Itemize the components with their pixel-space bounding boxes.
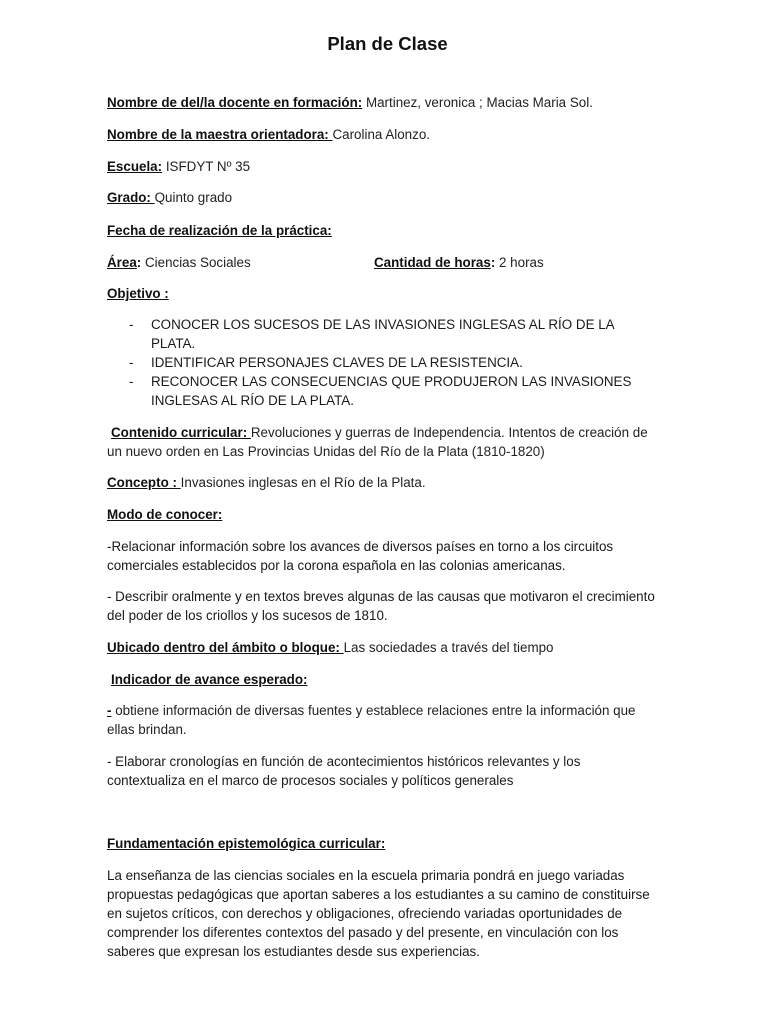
maestra-row [107,125,655,144]
fundamentacion-label: Fundamentación epistemológica curricular: [107,836,386,851]
area-colon: : [136,255,142,270]
modo-row [107,505,655,524]
ubicado-label: Ubicado dentro del ámbito o bloque: [107,640,344,655]
docente-value: Martinez, veronica ; Macias Maria Sol. [362,95,593,110]
indicador-label: Indicador de avance esperado: [111,672,308,687]
list-item [107,315,655,353]
docente-label: Nombre de del/la docente en formación: [107,95,363,110]
objetivo-row [107,284,655,303]
objetivo-list [107,315,655,410]
list-bullet: - [129,355,134,370]
docente-row [107,93,655,112]
indicador-dash: - [107,703,112,718]
indicador-paragraph-1 [107,701,655,739]
contenido-value: Revoluciones y guerras de Independencia. Intentos de creación de un nuevo orden en Las Provincias Unidas del Río de la Plata (1810-1820) [107,425,648,459]
area-label: Área [107,255,137,270]
list-bullet: - [129,317,134,332]
escuela-row [107,157,655,176]
fundamentacion-row [107,834,655,853]
horas-colon: : [490,255,496,270]
indicador-paragraph-2: - Elaborar cronologías en función de acontecimientos históricos relevantes y los contextualiza en el marco de procesos sociales y políticos generales [107,754,581,788]
objetivo-item-1: CONOCER LOS SUCESOS DE LAS INVASIONES INGLESAS AL RÍO DE LA PLATA. [151,317,614,351]
maestra-value: Carolina Alonzo. [332,127,430,142]
objetivo-item-2: IDENTIFICAR PERSONAJES CLAVES DE LA RESISTENCIA. [151,355,523,370]
grado-value: Quinto grado [154,190,233,205]
contenido-label: Contenido curricular: [111,425,251,440]
area-value: Ciencias Sociales [141,255,251,270]
grado-label: Grado: [107,190,155,205]
concepto-row [107,473,655,492]
fundamentacion-paragraph: La enseñanza de las ciencias sociales en la escuela primaria pondrá en juego variadas propuestas pedagógicas que aportan saberes a los estudiantes a su camino de constituirse en sujetos críticos, con derechos y obligaciones, ofreciendo variadas oportunidades de comprender los diferentes contextos del pasado y del presente, en vinculación con los saberes que expresan los estudiantes desde sus experiencias. [107,868,650,959]
objetivo-item-3: RECONOCER LAS CONSECUENCIAS QUE PRODUJERON LAS INVASIONES INGLESAS AL RÍO DE LA PLATA. [151,374,632,408]
horas-value: 2 horas [495,255,544,270]
objetivo-label: Objetivo : [107,286,169,301]
list-item [107,372,655,410]
modo-paragraph-2: - Describir oralmente y en textos breves algunas de las causas que motivaron el crecimiento del poder de los criollos y los sucesos de 1810. [107,589,655,623]
fecha-label: Fecha de realización de la práctica: [107,223,332,238]
page-title: Plan de Clase [327,33,448,54]
fecha-row [107,221,655,240]
indicador-row [107,670,655,689]
grado-row [107,188,655,207]
list-item [107,353,655,372]
escuela-label: Escuela: [107,159,163,174]
modo-label: Modo de conocer: [107,507,223,522]
contenido-block [107,423,655,461]
escuela-value: ISFDYT Nº 35 [162,159,251,174]
list-bullet: - [129,374,134,389]
maestra-label: Nombre de la maestra orientadora: [107,127,333,142]
horas-label: Cantidad de horas [374,255,491,270]
modo-paragraph-1: -Relacionar información sobre los avances de diversos países en torno a los circuitos comerciales establecidos por la corona española en las colonias americanas. [107,539,614,573]
concepto-value: Invasiones inglesas en el Río de la Plata. [180,475,426,490]
indicador-p1-text: obtiene información de diversas fuentes y establece relaciones entre la información que ellas brindan. [107,703,636,737]
horas-row [374,253,655,272]
ubicado-row [107,638,655,657]
concepto-label: Concepto : [107,475,181,490]
ubicado-value: Las sociedades a través del tiempo [343,640,554,655]
